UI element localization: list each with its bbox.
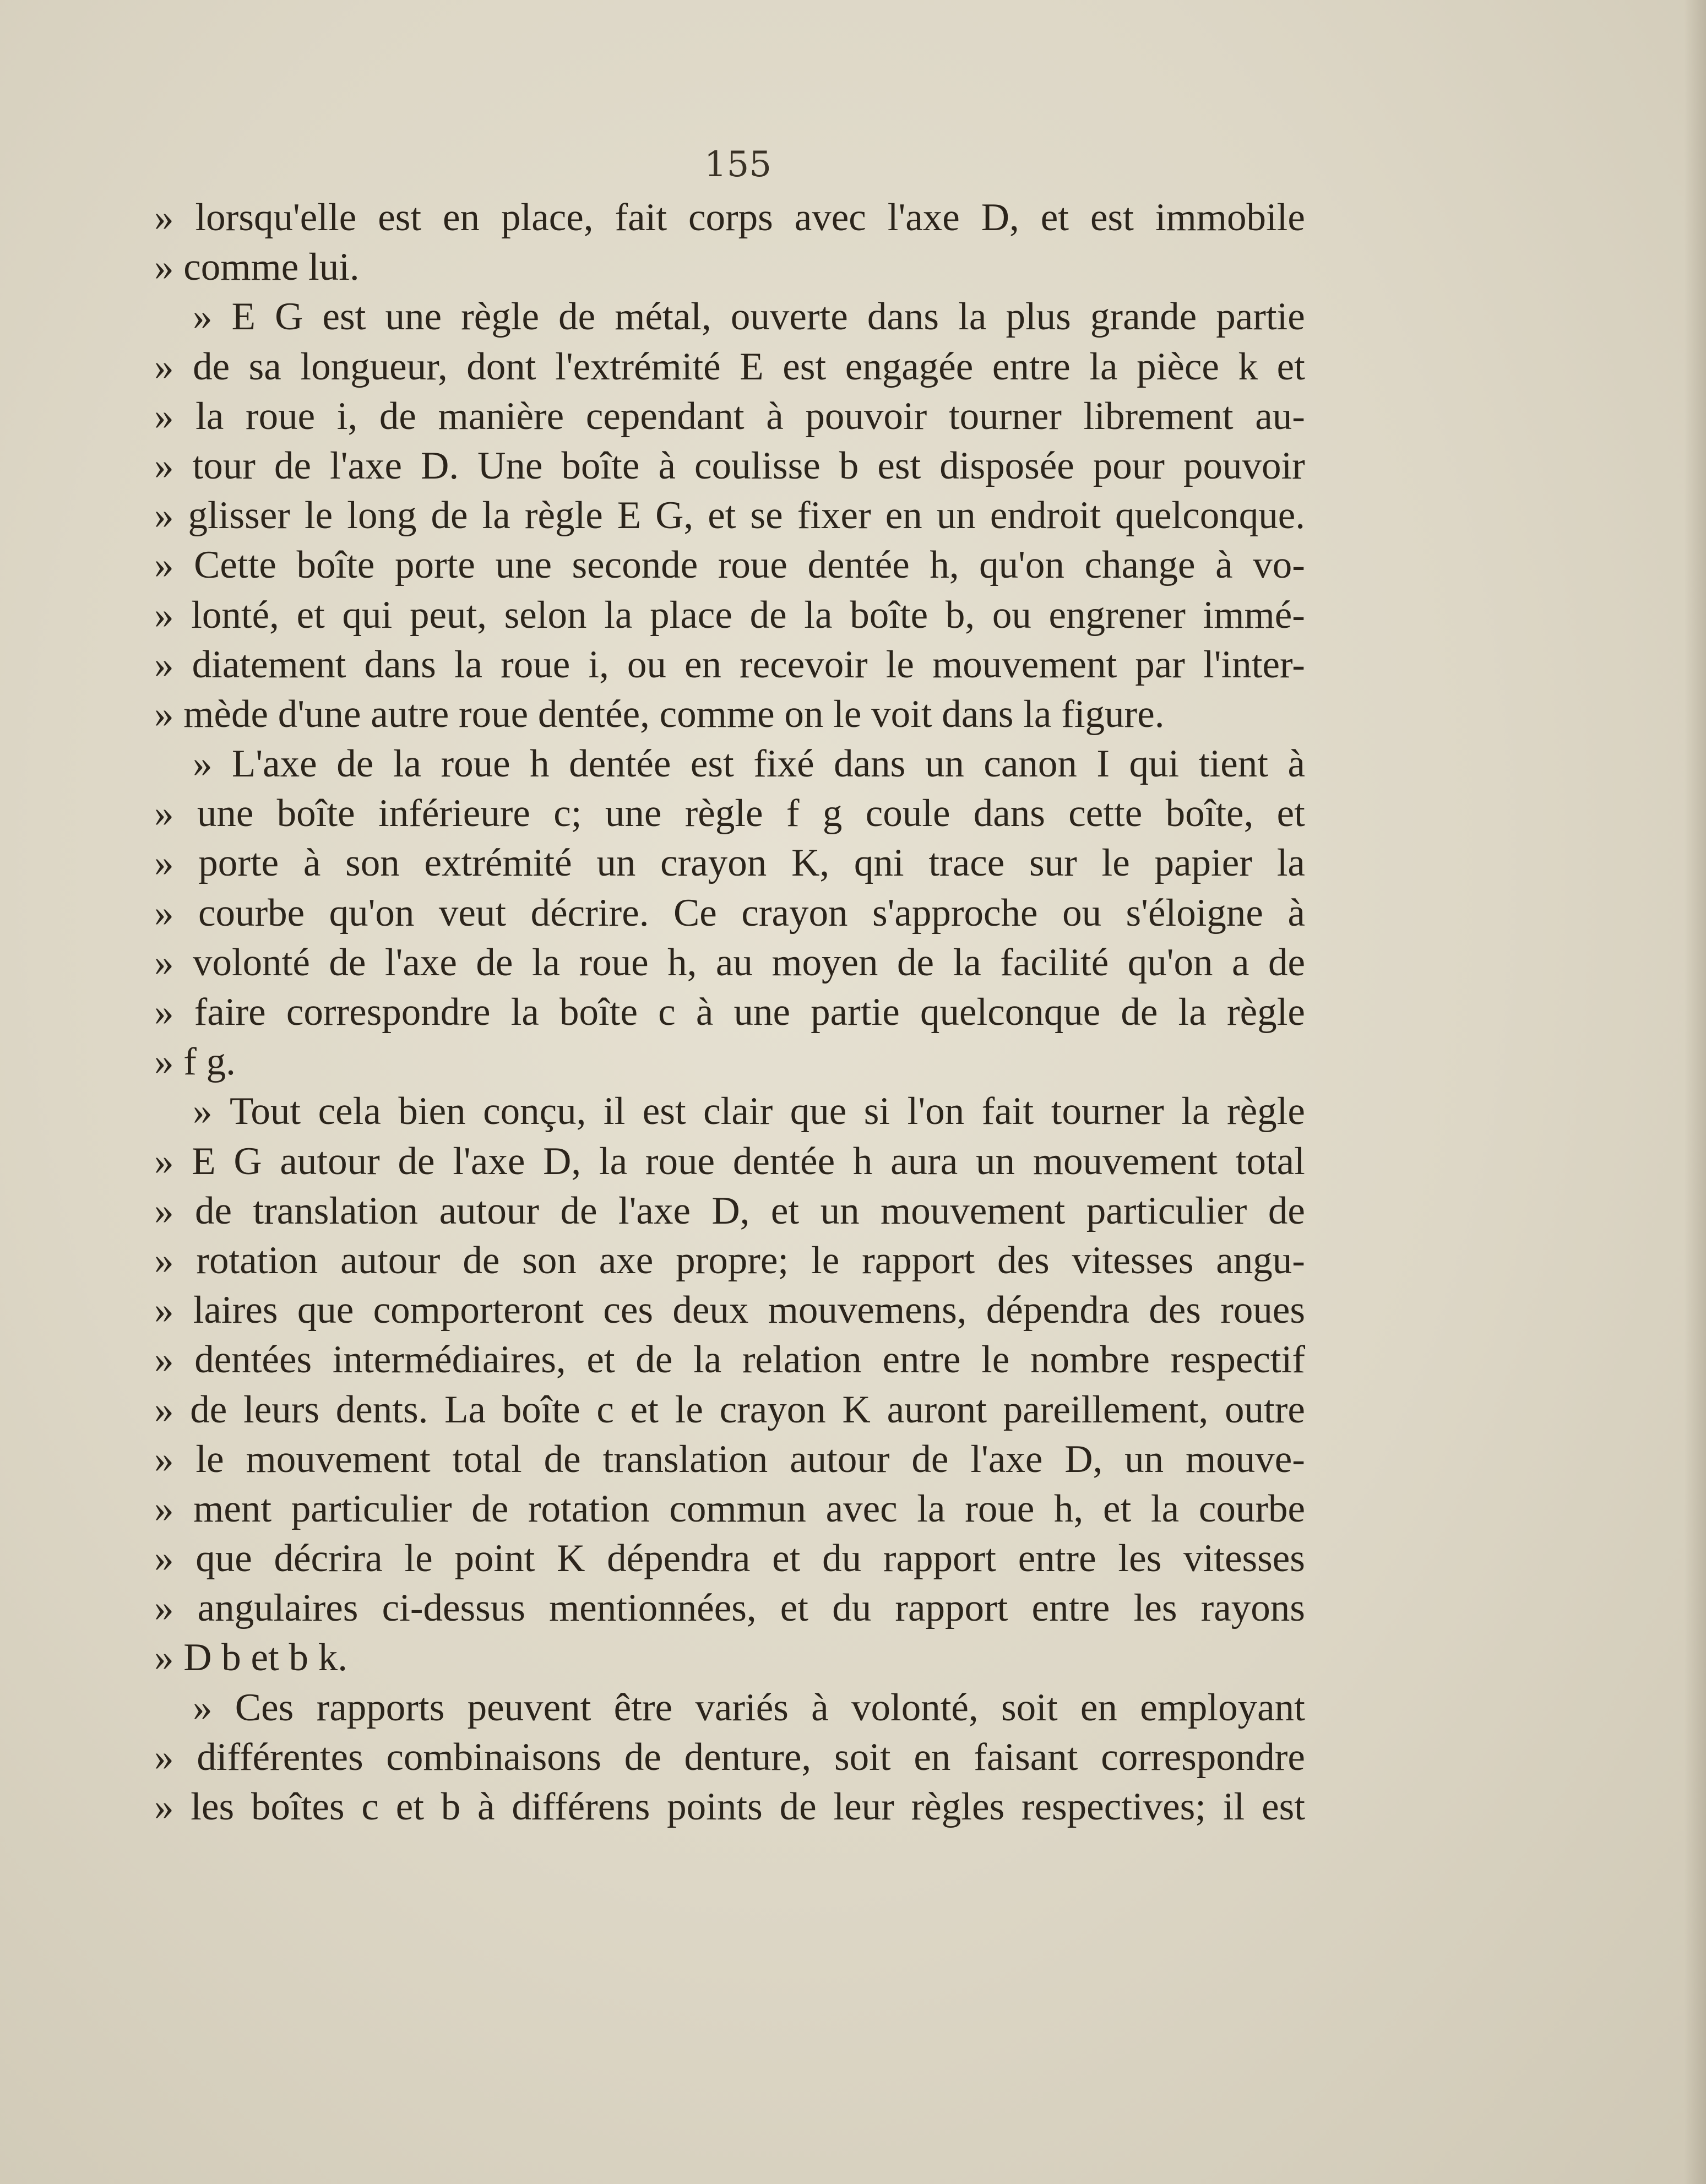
- text-line: » mède d'une autre roue dentée, comme on le voit dans la figure.: [154, 692, 1165, 736]
- text-line: » laires que comporteront ces deux mouvemens, dépendra des roues: [154, 1289, 1305, 1332]
- text-line: » les boîtes c et b à différens points de leur règles respectives; il est: [154, 1785, 1305, 1828]
- text-line: » faire correspondre la boîte c à une partie quelconque de la règle: [154, 991, 1305, 1034]
- text-line: » la roue i, de manière cependant à pouvoir tourner librement au-: [154, 394, 1305, 438]
- text-line: » Tout cela bien conçu, il est clair que si l'on fait tourner la règle: [193, 1090, 1305, 1133]
- text-line: » porte à son extrémité un crayon K, qni trace sur le papier la: [154, 841, 1305, 885]
- text-line: » rotation autour de son axe propre; le rapport des vitesses angu-: [154, 1238, 1305, 1282]
- text-line: » E G est une règle de métal, ouverte dans la plus grande partie: [193, 295, 1305, 339]
- text-line: » que décrira le point K dépendra et du rapport entre les vitesses: [154, 1537, 1305, 1580]
- text-line: » tour de l'axe D. Une boîte à coulisse b est disposée pour pouvoir: [154, 444, 1305, 487]
- text-line: » le mouvement total de translation autour de l'axe D, un mouve-: [154, 1437, 1305, 1481]
- text-line: » de leurs dents. La boîte c et le crayon K auront pareillement, outre: [154, 1388, 1305, 1431]
- text-line: » comme lui.: [154, 246, 360, 289]
- text-line: » différentes combinaisons de denture, soit en faisant correspondre: [154, 1735, 1305, 1779]
- text-line: » diatement dans la roue i, ou en recevoir le mouvement par l'inter-: [154, 643, 1305, 686]
- text-line: » de translation autour de l'axe D, et un mouvement particulier de: [154, 1189, 1305, 1232]
- text-line: » L'axe de la roue h dentée est fixé dans un canon I qui tient à: [193, 742, 1305, 786]
- text-line: » une boîte inférieure c; une règle f g coule dans cette boîte, et: [154, 792, 1305, 835]
- text-line: » glisser le long de la règle E G, et se fixer en un endroit quelconque.: [154, 494, 1305, 537]
- text-line: » ment particulier de rotation commun avec la roue h, et la courbe: [154, 1487, 1305, 1530]
- text-line: » Ces rapports peuvent être variés à volonté, soit en employant: [193, 1686, 1305, 1729]
- text-line: » lorsqu'elle est en place, fait corps avec l'axe D, et est immobile: [154, 196, 1305, 239]
- text-line: » D b et b k.: [154, 1636, 348, 1680]
- text-line: » f g.: [154, 1040, 236, 1084]
- text-line: » lonté, et qui peut, selon la place de la boîte b, ou engrener immé-: [154, 593, 1305, 637]
- text-line: » courbe qu'on veut décrire. Ce crayon s'approche ou s'éloigne à: [154, 891, 1305, 935]
- text-line: » Cette boîte porte une seconde roue dentée h, qu'on change à vo-: [154, 544, 1305, 587]
- text-line: » E G autour de l'axe D, la roue dentée h aura un mouvement total: [154, 1139, 1305, 1183]
- body-text: [154, 193, 1305, 1832]
- page-edge-shadow: [1684, 0, 1706, 2184]
- text-line: » de sa longueur, dont l'extrémité E est engagée entre la pièce k et: [154, 345, 1305, 388]
- page-number: 155: [704, 144, 772, 185]
- text-line: » volonté de l'axe de la roue h, au moyen de la facilité qu'on a de: [154, 941, 1305, 984]
- text-line: » angulaires ci-dessus mentionnées, et du rapport entre les rayons: [154, 1587, 1305, 1630]
- text-line: » dentées intermédiaires, et de la relation entre le nombre respectif: [154, 1338, 1305, 1382]
